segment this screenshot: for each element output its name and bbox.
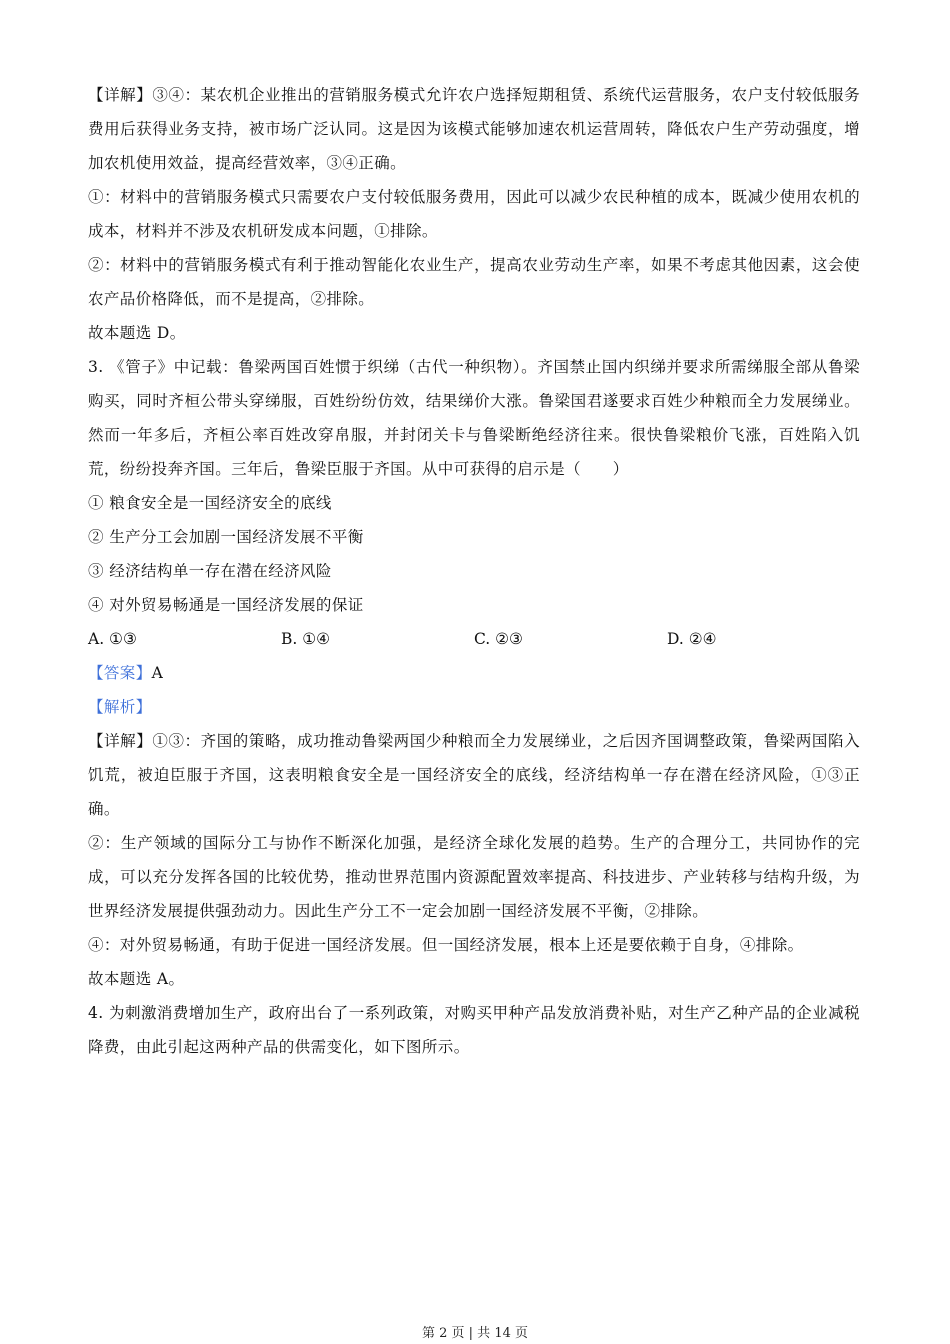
detail-paragraph: ①：材料中的营销服务模式只需要农户支付较低服务费用，因此可以减少农民种植的成本，既减少使用农机的成本，材料并不涉及农机研发成本问题，①排除。 [88, 188, 860, 240]
option-a: A. ①③ [88, 630, 137, 648]
detail-paragraph: ②：生产领域的国际分工与协作不断深化加强，是经济全球化发展的趋势。生产的合理分工，共同协作的完成，可以充分发挥各国的比较优势，推动世界范围内资源配置效率提高、科技进步、产业转移与结构升级，为世界经济发展提供强劲动力。因此生产分工不一定会加剧一国经济发展不平衡，②排除。 [88, 834, 860, 920]
conclusion-line: 故本题选 D。 [88, 324, 186, 342]
option-b: B. ①④ [281, 630, 331, 648]
detail-tag: 【详解】 [88, 732, 153, 750]
answer-line [88, 656, 860, 690]
page-content [88, 78, 860, 1064]
detail-paragraph: ②：材料中的营销服务模式有利于推动智能化农业生产，提高农业劳动生产率，如果不考虑其他因素，这会使农产品价格降低，而不是提高，②排除。 [88, 256, 860, 308]
detail-paragraph: ④：对外贸易畅通，有助于促进一国经济发展。但一国经济发展，根本上还是要依赖于自身，④排除。 [88, 936, 804, 954]
question-stem: 3. 《管子》中记载：鲁梁两国百姓惯于织绨（古代一种织物）。齐国禁止国内织绨并要求所需绨服全部从鲁梁购买，同时齐桓公带头穿绨服，百姓纷纷仿效，结果绨价大涨。鲁梁国君遂要求百姓少种粮而全力发展绨业。然而一年多后，齐桓公率百姓改穿帛服，并封闭关卡与鲁梁断绝经济往来。很快鲁梁粮价飞涨，百姓陷入饥荒，纷纷投奔齐国。三年后，鲁梁臣服于齐国。从中可获得的启示是（ ） [88, 358, 860, 478]
answer-value: A [151, 664, 164, 682]
statement-item: ② 生产分工会加剧一国经济发展不平衡 [88, 528, 364, 546]
analysis-tag: 【解析】 [88, 698, 152, 716]
conclusion-line: 故本题选 A。 [88, 970, 185, 988]
detail-text: ①③：齐国的策略，成功推动鲁梁两国少种粮而全力发展绨业，之后因齐国调整政策，鲁梁两国陷入饥荒，被迫臣服于齐国，这表明粮食安全是一国经济安全的底线，经济结构单一存在潜在经济风险，①③正确。 [88, 732, 860, 818]
detail-paragraph [88, 724, 860, 826]
option-d: D. ②④ [667, 630, 717, 648]
answer-tag: 【答案】 [88, 664, 152, 682]
statement-item: ④ 对外贸易畅通是一国经济发展的保证 [88, 596, 364, 614]
statement-item: ③ 经济结构单一存在潜在经济风险 [88, 562, 332, 580]
answer-options [88, 622, 860, 656]
question-stem: 4. 为刺激消费增加生产，政府出台了一系列政策，对购买甲种产品发放消费补贴，对生产乙种产品的企业减税降费，由此引起这两种产品的供需变化，如下图所示。 [88, 1004, 860, 1056]
statement-item: ① 粮食安全是一国经济安全的底线 [88, 494, 332, 512]
detail-paragraph [88, 78, 860, 180]
detail-text: ③④：某农机企业推出的营销服务模式允许农户选择短期租赁、系统代运营服务，农户支付较低服务费用后获得业务支持，被市场广泛认同。这是因为该模式能够加速农机运营周转，降低农户生产劳动强度，增加农机使用效益，提高经营效率，③④正确。 [88, 86, 860, 172]
page-footer: 第 2 页 | 共 14 页 [422, 1326, 528, 1341]
option-c: C. ②③ [474, 630, 523, 648]
detail-tag: 【详解】 [88, 86, 153, 104]
